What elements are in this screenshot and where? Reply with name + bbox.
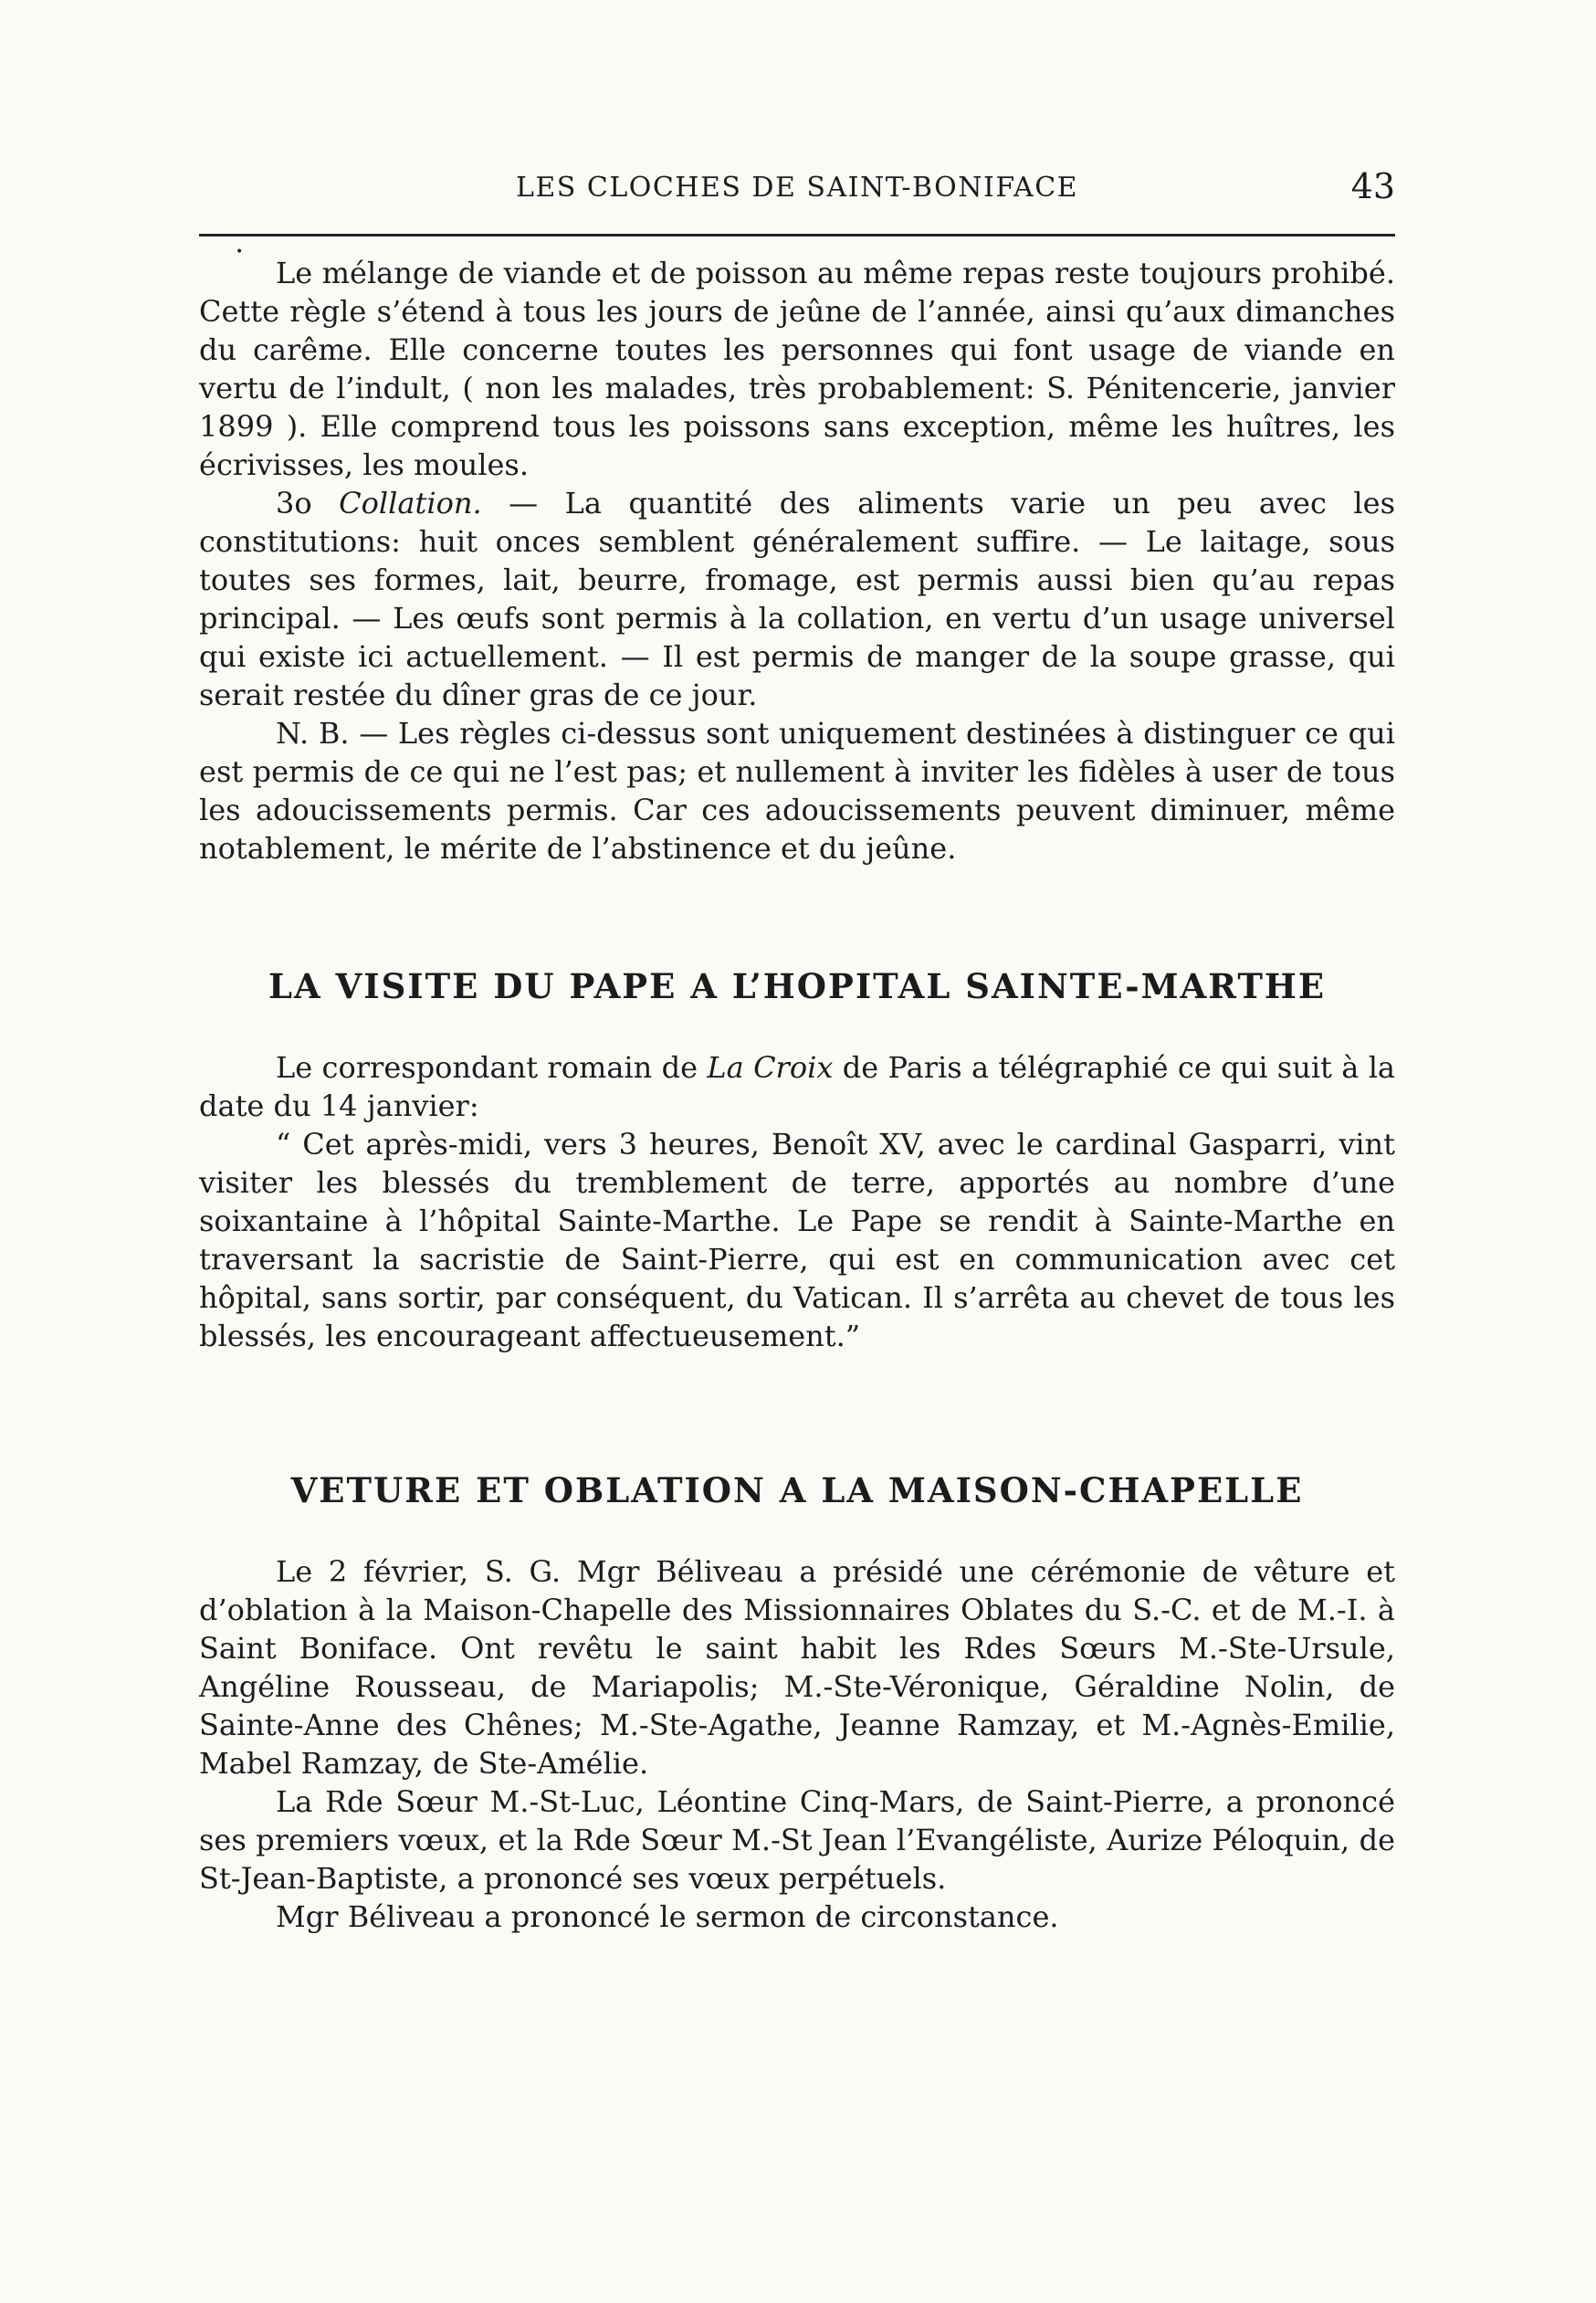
veture-section bbox=[199, 1552, 1395, 1936]
newspaper-name: La Croix bbox=[707, 1050, 834, 1085]
collation-text: — La quantité des aliments varie un peu avec les constitutions: huit onces semblent généralement suffire. — Le laitage, sous toutes ses formes, lait, beurre, fromage, est permis aussi bien qu’au repas principal. — Les œufs sont permis à la collation, en vertu d’un usage universel qui existe ici actuellement. — Il est permis de manger de la soupe grasse, qui serait restée du dîner gras de ce jour. bbox=[199, 486, 1396, 712]
pope-visit-section bbox=[199, 1048, 1395, 1355]
intro-before: Le correspondant romain de bbox=[276, 1050, 708, 1085]
paragraph-meat-fish: Le mélange de viande et de poisson au même repas reste toujours prohibé. Cette règle s’étend à tous les jours de jeûne de l’année, ainsi qu’aux dimanches du carême. Elle concerne toutes les personnes qui font usage de viande en vertu de l’indult, ( non les malades, très probablement: S. Pénitencerie, janvier 1899 ). Elle comprend tous les poissons sans exception, même les huîtres, les écrivisses, les moules. bbox=[199, 256, 1395, 482]
paragraph-nb: N. B. — Les règles ci-dessus sont uniquement destinées à distinguer ce qui est permis de ce qui ne l’est pas; et nullement à inviter les fidèles à user de tous les adoucissements permis. Car ces adoucissements peuvent diminuer, même notablement, le mérite de l’abstinence et du jeûne. bbox=[199, 716, 1395, 866]
paragraph-correspondent bbox=[199, 1048, 1395, 1125]
paragraph-collation bbox=[199, 484, 1395, 714]
paragraph-quote: “ Cet après-midi, vers 3 heures, Benoît XV, avec le cardinal Gasparri, vint visiter les blessés du tremblement de terre, apportés au nombre d’une soixantaine à l’hôpital Sainte-Marthe. Le Pape se rendit à Sainte-Marthe en traversant la sacristie de Saint-Pierre, qui est en communication avec cet hôpital, sans sortir, par conséquent, du Vatican. Il s’arrêta au chevet de tous les blessés, les encourageant affectueusement.” bbox=[199, 1127, 1395, 1353]
collation-prefix: 3o bbox=[276, 486, 340, 521]
collation-label: Collation. bbox=[339, 486, 482, 521]
fasting-rules-section bbox=[199, 254, 1395, 868]
heading-pope-visit: LA VISITE DU PAPE A L’HOPITAL SAINTE-MARTHE bbox=[268, 966, 1327, 1006]
paragraph-sermon: Mgr Béliveau a prononcé le sermon de circonstance. bbox=[276, 1899, 1059, 1934]
paragraph-ceremony: Le 2 février, S. G. Mgr Béliveau a présidé une cérémonie de vêture et d’oblation à la Maison-Chapelle des Missionnaires Oblates du S.-C. et de M.-I. à Saint Boniface. Ont revêtu le saint habit les Rdes Sœurs M.-Ste-Ursule, Angéline Rousseau, de Mariapolis; M.-Ste-Véronique, Géraldine Nolin, de Sainte-Anne des Chênes; M.-Ste-Agathe, Jeanne Ramzay, et M.-Agnès-Emilie, Mabel Ramzay, de Ste-Amélie. bbox=[199, 1554, 1395, 1781]
running-title: LES CLOCHES DE SAINT-BONIFACE bbox=[515, 172, 1079, 204]
heading-veture: VETURE ET OBLATION A LA MAISON-CHAPELLE bbox=[290, 1470, 1304, 1510]
header-rule bbox=[199, 234, 1395, 237]
paragraph-vows: La Rde Sœur M.-St-Luc, Léontine Cinq-Mars, de Saint-Pierre, a prononcé ses premiers vœux, et la Rde Sœur M.-St Jean l’Evangéliste, Aurize Péloquin, de St-Jean-Baptiste, a prononcé ses vœux perpétuels. bbox=[199, 1784, 1395, 1896]
intro-after: de Paris a télégraphié ce qui suit à la date du 14 janvier: bbox=[199, 1050, 1396, 1123]
page-number: 43 bbox=[1350, 166, 1395, 206]
rule-dot: • bbox=[236, 245, 244, 259]
running-header bbox=[199, 166, 1395, 212]
